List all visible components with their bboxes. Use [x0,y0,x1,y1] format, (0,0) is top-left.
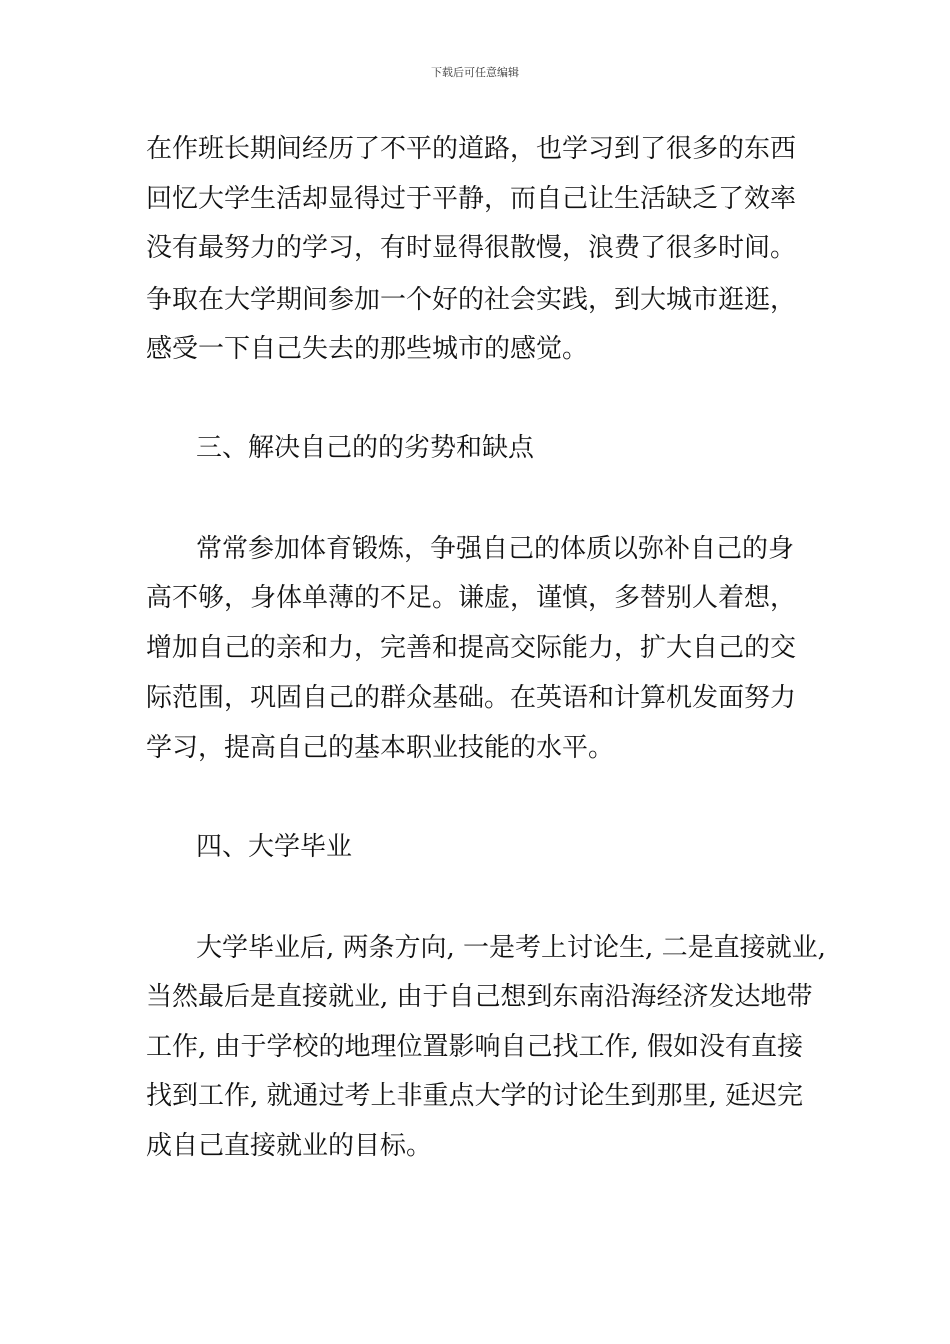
text-line: 在作班长期间经历了不平的道路，也学习到了很多的东西 [146,134,797,164]
section-heading: 四、大学毕业 [196,832,353,862]
text-line: 增加自己的亲和力，完善和提高交际能力，扩大自己的交 [146,633,797,663]
text-line: 工作, 由于学校的地理位置影响自己找工作, 假如没有直接 [146,1032,804,1062]
text-line: 当然最后是直接就业, 由于自己想到东南沿海经济发达地带 [146,982,813,1012]
text-line: 常常参加体育锻炼，争强自己的体质以弥补自己的身 [196,534,795,564]
text-line: 际范围，巩固自己的群众基础。在英语和计算机发面努力 [146,683,797,713]
text-line: 争取在大学期间参加一个好的社会实践，到大城市逛逛， [146,285,797,315]
section-heading: 三、解决自己的的劣势和缺点 [196,433,535,463]
text-line: 找到工作, 就通过考上非重点大学的讨论生到那里, 延迟完 [146,1081,804,1111]
text-line: 没有最努力的学习，有时显得很散慢，浪费了很多时间。 [146,233,797,263]
text-line: 高不够，身体单薄的不足。谦虚，谨慎，多替别人着想， [146,583,797,613]
page-header: 下载后可任意编辑 [431,66,519,79]
text-line: 成自己直接就业的目标。 [146,1131,433,1161]
text-line: 回忆大学生活却显得过于平静，而自己让生活缺乏了效率 [146,184,797,214]
text-line: 大学毕业后, 两条方向, 一是考上讨论生, 二是直接就业, [196,933,826,963]
text-line: 感受一下自己失去的那些城市的感觉。 [146,334,589,364]
text-line: 学习，提高自己的基本职业技能的水平。 [146,733,615,763]
